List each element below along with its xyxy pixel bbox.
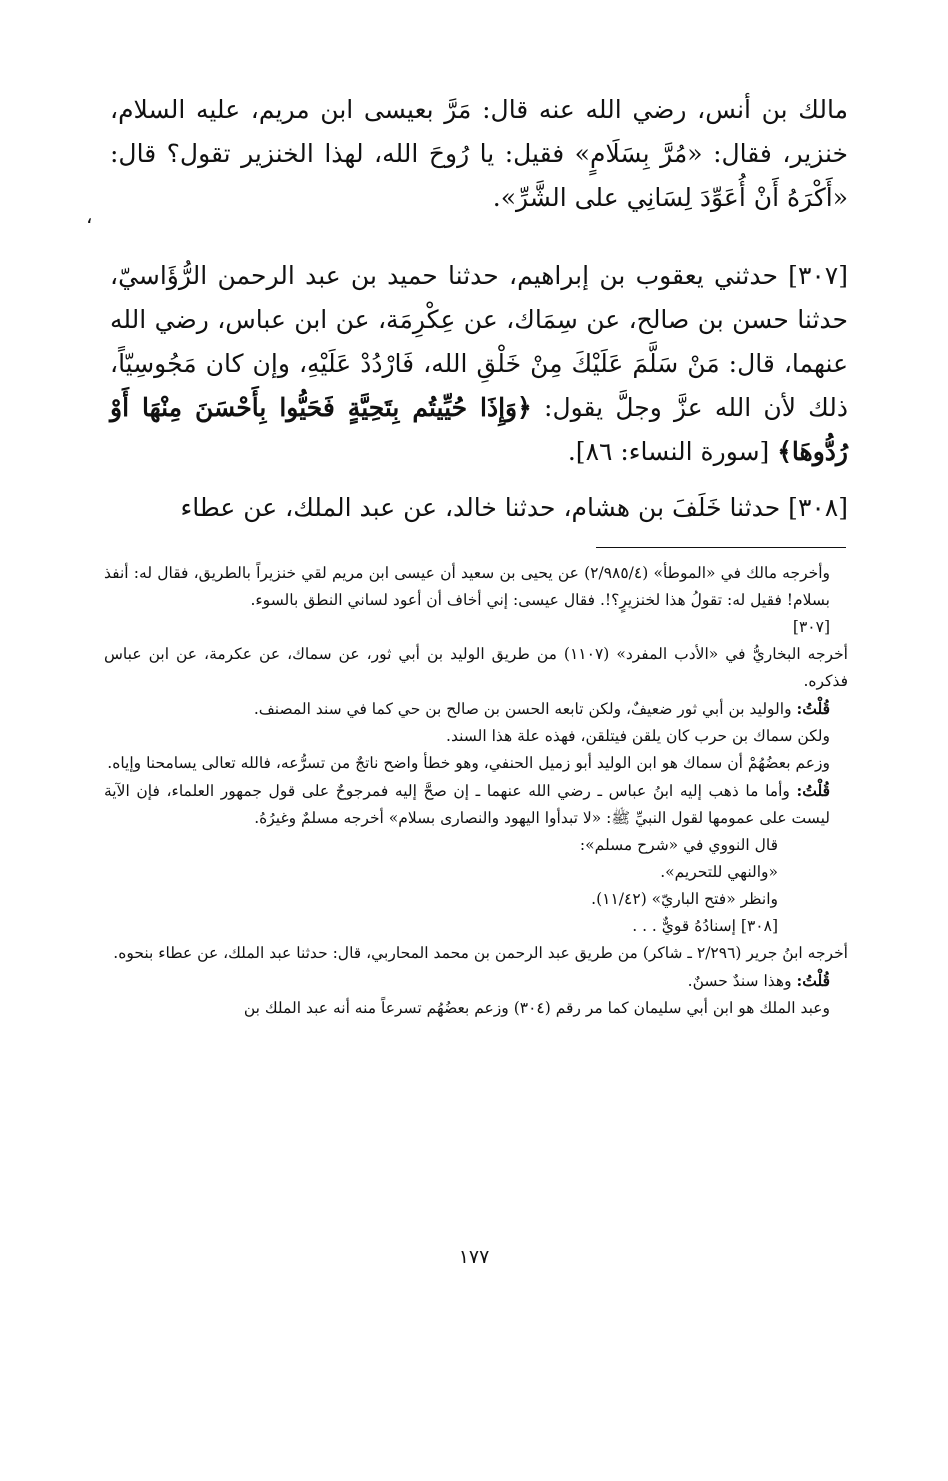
footnote-307-line-3: وزعم بعضُهُمْ أن سماك هو ابن الوليد أبو زميل الحنفي، وهو خطأ واضح ناتجٌ من تسرُّعه، فالله تعالى يسامحنا وإياه. <box>107 754 830 772</box>
footnotes <box>104 560 848 1022</box>
footnote-308-label: [٣٠٨] إسنادُهُ قويٌّ . . . <box>632 917 778 935</box>
footnote-separator <box>596 547 846 548</box>
footnote-308-source: أخرجه ابنُ جرير (٢/٢٩٦ ـ شاكر) من طريق عبد الرحمن بن محمد المحاربي، قال: حدثنا عبد الملك، عن عطاء بنحوه. <box>113 944 848 962</box>
footnote-307-line-2: ولكن سماك بن حرب كان يلقن فيتلقن، فهذه علة هذا السند. <box>446 727 830 745</box>
hadith-306-tail: مالك بن أنس، رضي الله عنه قال: مَرَّ بعيسى ابن مريم، عليه السلام، خنزير، فقال: «مُرَّ بِسَلَامٍ» فقيل: يا رُوحَ الله، لهذا الخنزير تقول؟ قال: «أَكْرَهُ أَنْ أُعَوِّدَ لِسَانِي على الشَّرِّ». <box>110 95 848 212</box>
footnote-307-comment-1 <box>104 695 848 723</box>
qult-label: قُلْتُ: <box>796 781 830 800</box>
stray-mark: ، <box>86 204 93 228</box>
comment-text: وهذا سندٌ حسنٌ. <box>687 972 792 990</box>
footnote-306: وأخرجه مالك في «الموطأ» (٢/٩٨٥/٤) عن يحيى بن سعيد أن عيسى ابن مريم لقي خنزيراً بالطريق، فقال له: أنفذ بسلام! فقيل له: تقولُ هذا لخنزيرٍ؟!. فقال عيسى: إني أخاف أن أعود لساني النطق بالسوء. <box>104 564 831 609</box>
quran-verse: ﴿وَإِذَا حُيِّيتُم بِتَحِيَّةٍ فَحَيُّوا بِأَحْسَنَ مِنْهَا أَوْ رُدُّوهَا﴾ <box>110 393 848 466</box>
comment-text: وأما ما ذهب إليه ابنُ عباس ـ رضي الله عنهما ـ إن صحَّ إليه فمرجوحٌ على قول جمهور العلماء، فإن الآية ليست على عمومها لقول النبيِّ ﷺ: «لا تبدأوا اليهود والنصارى بسلام» أخرجه مسلمٌ وغيرُهُ. <box>104 782 830 827</box>
qult-label: قُلْتُ: <box>796 971 830 990</box>
footnote-307-see: وانظر «فتح الباريّ» (١١/٤٢). <box>591 890 778 908</box>
hadith-307 <box>110 254 848 474</box>
main-text <box>110 88 848 530</box>
comment-text: والوليد بن أبي ثور ضعيفٌ، ولكن تابعه الحسن بن صالح بن حي كما في سند المصنف. <box>253 700 792 718</box>
footnote-307-quote: «والنهي للتحريم». <box>660 863 778 881</box>
page-number: ١٧٧ <box>458 1246 490 1268</box>
surah-reference: [سورة النساء: ٨٦]. <box>567 437 770 466</box>
qult-label: قُلْتُ: <box>796 699 830 718</box>
hadith-307-intro: [٣٠٧] حدثني يعقوب بن إبراهيم، حدثنا حميد بن عبد الرحمن الرُّؤَاسيّ، حدثنا حسن بن صالح، عن سِمَاك، عن عِكْرِمَة، عن ابن عباس، رضي الله عنهما، قال: مَنْ سَلَّمَ عَلَيْكَ مِنْ خَلْقِ الله، فَارْدُدْ عَلَيْهِ، وإن كان مَجُوسِيّاً، ذلك لأن الله عزَّ وجلَّ يقول: <box>110 261 849 422</box>
hadith-308: [٣٠٨] حدثنا خَلَفَ بن هشام، حدثنا خالد، عن عبد الملك، عن عطاء <box>180 493 848 522</box>
footnote-308-comment <box>104 967 848 995</box>
footnote-307-label: [٣٠٧] <box>792 618 830 636</box>
footnote-307-nawawi: قال النووي في «شرح مسلم»: <box>579 836 778 854</box>
footnote-307-source: أخرجه البخاريُّ في «الأدب المفرد» (١١٠٧) من طريق الوليد بن أبي ثور، عن سماك، عن عكرمة، عن ابن عباس فذكره. <box>104 645 848 690</box>
footnote-307-comment-2 <box>104 777 848 832</box>
footnote-308-line-2: وعبد الملك هو ابن أبي سليمان كما مر رقم (٣٠٤) وزعم بعضُهُم تسرعاً منه أنه عبد الملك بن <box>243 999 830 1017</box>
